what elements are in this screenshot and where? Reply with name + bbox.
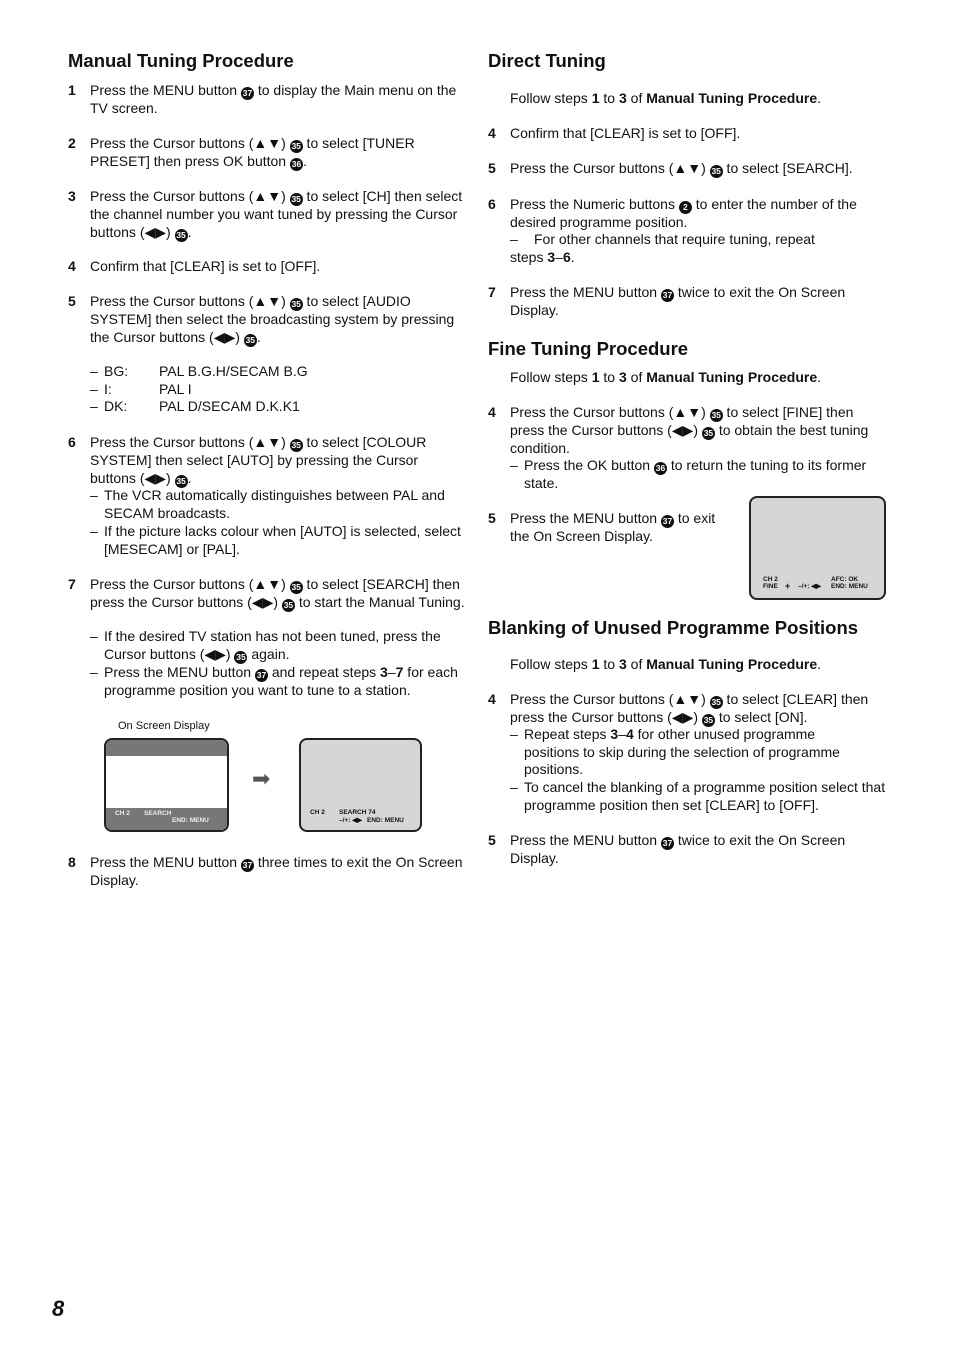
osd-end: END: MENU [367,817,404,824]
step-number: 6 [488,196,496,212]
step-text: Press the MENU button 37 to exit the On Screen Display. [510,510,716,544]
osd-end: END: MENU [172,817,209,824]
note-text: Press the OK button 36 to return the tuning to its former state. [524,457,867,491]
osd-plus: + [785,581,791,591]
button-ref-icon: 35 [291,299,301,309]
section-title-fine-tuning: Fine Tuning Procedure [488,338,689,359]
step-text: Confirm that [CLEAR] is set to [OFF]. [510,125,741,141]
button-ref-icon: 35 [711,697,721,707]
note-text: The VCR automatically distinguishes between PAL and SECAM broadcasts. [104,487,445,521]
system-code: DK: [104,398,128,414]
dash: – [90,664,98,680]
section-title-direct-tuning: Direct Tuning [488,50,606,71]
button-ref-icon: 35 [236,651,246,662]
system-code: I: [104,381,112,397]
button-ref-icon: 37 [662,516,673,526]
step-text: Press the Cursor buttons (▲▼) 35 to select [SEARCH] then press the Cursor buttons (◀▶) 35 to start the Manual Tuning. [90,576,465,610]
dash: – [90,628,98,644]
dash: – [90,487,98,503]
system-value: PAL D/SECAM D.K.K1 [159,398,300,414]
osd-search: SEARCH [144,810,172,817]
list-item: – [90,381,98,397]
dash: – [510,457,518,473]
button-ref-icon: 35 [711,166,721,176]
osd-search: SEARCH 74 [339,809,376,816]
note-text: If the picture lacks colour when [AUTO] is selected, select [MESECAM] or [PAL]. [104,523,461,557]
button-ref-icon: 37 [242,860,253,870]
step-number: 4 [488,691,496,707]
step-text: Press the Cursor buttons (▲▼) 35 to select [CH] then select the channel number you want tuned by pressing the Cursor buttons (◀▶) 35 . [90,188,463,240]
step-number: 6 [68,434,76,450]
step-text: Press the Numeric buttons 2 to enter the number of the desired programme position. [510,196,857,230]
button-ref-icon: 35 [176,229,186,240]
button-ref-icon: 36 [291,159,302,169]
osd-label: On Screen Display [118,720,210,732]
osd-channel: CH 2 [763,576,778,583]
note-text: For other channels that require tuning, repeat steps 3–6. [510,231,815,265]
button-ref-icon: 37 [242,88,253,98]
step-number: 4 [488,404,496,420]
list-item: – [90,363,98,379]
section-title-manual-tuning: Manual Tuning Procedure [68,50,294,71]
step-number: 8 [68,854,76,870]
note-text: To cancel the blanking of a programme position select that programme position then set [CLEAR] to [OFF]. [524,779,886,813]
list-item: – [90,398,98,414]
note-text: Repeat steps 3–4 for other unused programme positions to skip during the selection of programme positions. [524,726,840,777]
osd-channel: CH 2 [115,810,130,817]
step-text: Press the Cursor buttons (▲▼) 35 to select [SEARCH]. [510,160,853,176]
button-ref-icon: 35 [291,194,301,204]
step-number: 5 [68,293,76,309]
step-number: 3 [68,188,76,204]
step-number: 5 [488,160,496,176]
follow-steps: Follow steps 1 to 3 of Manual Tuning Procedure. [510,369,821,385]
follow-steps: Follow steps 1 to 3 of Manual Tuning Procedure. [510,90,821,106]
step-number: 5 [488,832,496,848]
arrow-right-icon: ➡ [252,766,271,791]
section-title-blanking: Blanking of Unused Programme Positions [488,617,859,638]
step-number: 7 [68,576,76,592]
step-number: 5 [488,510,496,526]
step-text: Press the Cursor buttons (▲▼) 35 to select [CLEAR] then press the Cursor buttons (◀▶) 35 to select [ON]. [510,691,869,725]
osd-end: END: MENU [831,583,868,590]
system-value: PAL I [159,381,192,397]
osd-keys: –/+: ◀▶ [339,817,363,824]
step-text: Press the Cursor buttons (▲▼) 35 to select [COLOUR SYSTEM] then select [AUTO] by pressing the Cursor buttons (◀▶) 35 . [90,434,427,486]
osd-afc: AFC: OK [831,576,859,583]
step-text: Confirm that [CLEAR] is set to [OFF]. [90,258,321,274]
osd-fine: FINE [763,583,778,590]
osd-screen-search-74 [299,738,422,832]
osd-screen-fine [749,496,886,600]
button-ref-icon: 35 [291,141,301,151]
osd-keys: –/+: ◀▶ [798,583,822,590]
step-number: 4 [68,258,76,274]
follow-steps: Follow steps 1 to 3 of Manual Tuning Procedure. [510,656,821,672]
dash: – [510,779,518,795]
step-text: Press the Cursor buttons (▲▼) 35 to select [FINE] then press the Cursor buttons (◀▶) 35 to obtain the best tuning condition. [510,404,869,456]
button-ref-icon: 36 [655,463,666,473]
step-text: Press the Cursor buttons (▲▼) 35 to select [TUNER PRESET] then press OK button 36 . [90,135,415,169]
button-ref-icon: 37 [256,670,267,680]
step-number: 2 [68,135,76,151]
button-ref-icon: 35 [703,715,714,725]
system-value: PAL B.G.H/SECAM B.G [159,363,308,379]
note-text: Press the MENU button 37 and repeat steps 3–7 for each programme position you want to tune to a station. [104,664,458,698]
osd-header-bar [106,740,227,756]
step-text: Press the MENU button 37 to display the Main menu on the TV screen. [90,82,457,116]
button-ref-icon: 35 [245,334,256,345]
osd-screen-search [104,738,229,832]
dash: – [510,726,518,742]
dash: – [510,231,518,247]
note-text: If the desired TV station has not been tuned, press the Cursor buttons (◀▶) 35 again. [104,628,441,662]
button-ref-icon: 35 [283,600,294,610]
osd-picture-area [106,756,227,808]
page-number: 8 [52,1296,65,1321]
step-text: Press the MENU button 37 twice to exit the On Screen Display. [510,284,846,318]
osd-channel: CH 2 [310,809,325,816]
button-ref-icon: 35 [291,440,301,450]
button-ref-icon: 35 [703,428,714,438]
step-number: 7 [488,284,496,300]
button-ref-icon: 35 [291,582,301,592]
system-code: BG: [104,363,129,379]
dash: – [90,523,98,539]
step-text: Press the Cursor buttons (▲▼) 35 to select [AUDIO SYSTEM] then select the broadcasting system by pressing the Cursor buttons (◀▶) 35 . [90,293,455,345]
button-ref-icon: 37 [662,290,673,300]
step-text: Press the MENU button 37 twice to exit the On Screen Display. [510,832,846,866]
button-ref-icon: 35 [176,475,186,486]
button-ref-icon: 35 [711,410,721,420]
step-number: 1 [68,82,76,98]
button-ref-icon: 37 [662,838,673,848]
button-ref-icon: 2 [679,201,692,214]
step-number: 4 [488,125,496,141]
step-text: Press the MENU button 37 three times to exit the On Screen Display. [90,854,463,888]
